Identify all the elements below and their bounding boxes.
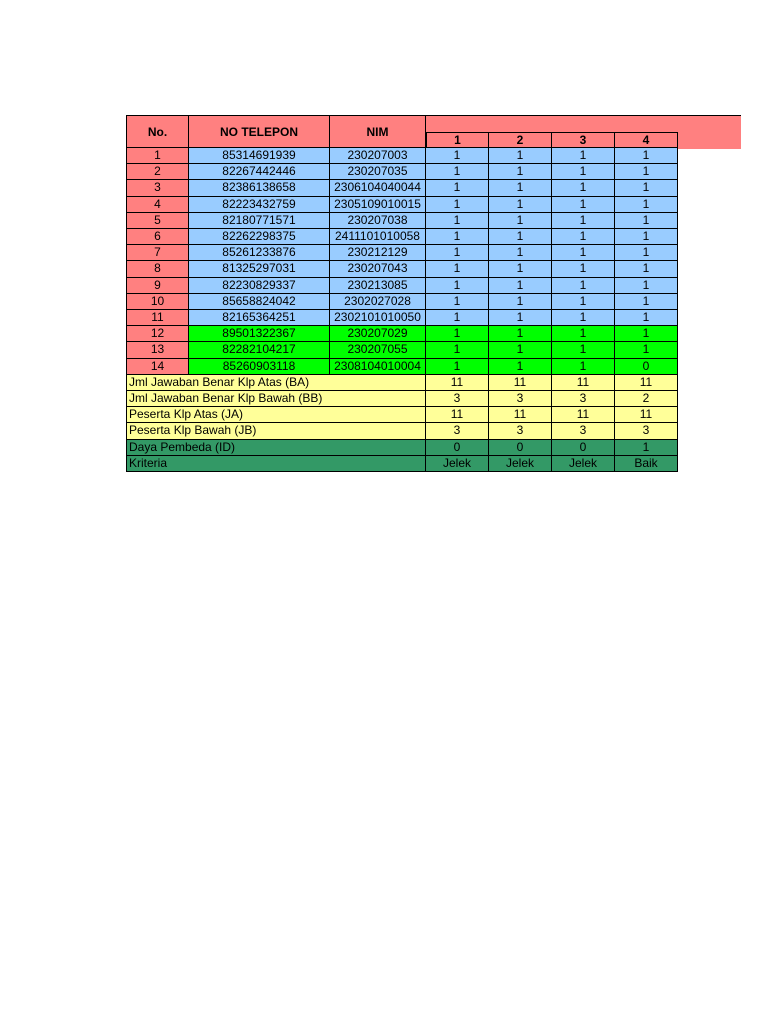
row-item-3: 1 (552, 359, 615, 375)
row-item-3: 1 (552, 148, 615, 164)
summary-item-3: 3 (552, 423, 615, 439)
row-item-1: 1 (426, 278, 489, 294)
row-no: 6 (126, 229, 189, 245)
row-item-4: 1 (615, 245, 678, 261)
row-nim: 230207038 (330, 213, 426, 229)
row-item-4: 1 (615, 197, 678, 213)
row-phone: 82165364251 (189, 310, 330, 326)
row-item-2: 1 (489, 229, 552, 245)
summary-item-4: 11 (615, 375, 678, 391)
row-item-4: 1 (615, 180, 678, 196)
row-item-3: 1 (552, 261, 615, 277)
summary-item-3: 3 (552, 391, 615, 407)
header-item-1: 1 (426, 132, 489, 148)
row-no: 13 (126, 342, 189, 358)
row-no: 8 (126, 261, 189, 277)
row-item-4: 1 (615, 148, 678, 164)
row-item-1: 1 (426, 164, 489, 180)
row-item-1: 1 (426, 245, 489, 261)
row-item-2: 1 (489, 326, 552, 342)
row-item-2: 1 (489, 359, 552, 375)
row-nim: 2302027028 (330, 294, 426, 310)
row-item-1: 1 (426, 148, 489, 164)
row-phone: 82282104217 (189, 342, 330, 358)
row-item-1: 1 (426, 261, 489, 277)
row-nim: 230207035 (330, 164, 426, 180)
row-item-2: 1 (489, 294, 552, 310)
summary-label: Daya Pembeda (ID) (126, 440, 426, 456)
summary-item-2: 0 (489, 440, 552, 456)
row-nim: 230207003 (330, 148, 426, 164)
summary-item-2: 3 (489, 423, 552, 439)
summary-label: Peserta Klp Atas (JA) (126, 407, 426, 423)
header-no: No. (126, 115, 189, 148)
row-item-2: 1 (489, 197, 552, 213)
row-nim: 2306104040044 (330, 180, 426, 196)
header-item-3: 3 (552, 132, 615, 148)
row-item-1: 1 (426, 359, 489, 375)
row-no: 7 (126, 245, 189, 261)
row-item-3: 1 (552, 229, 615, 245)
row-item-2: 1 (489, 245, 552, 261)
row-item-3: 1 (552, 180, 615, 196)
row-item-1: 1 (426, 294, 489, 310)
row-item-4: 1 (615, 213, 678, 229)
row-phone: 82267442446 (189, 164, 330, 180)
summary-item-1: Jelek (426, 456, 489, 472)
summary-item-4: 1 (615, 440, 678, 456)
row-nim: 230207055 (330, 342, 426, 358)
summary-item-1: 11 (426, 407, 489, 423)
row-item-3: 1 (552, 213, 615, 229)
row-item-3: 1 (552, 310, 615, 326)
row-phone: 85314691939 (189, 148, 330, 164)
row-item-3: 1 (552, 326, 615, 342)
row-no: 4 (126, 197, 189, 213)
row-item-1: 1 (426, 342, 489, 358)
row-item-4: 1 (615, 326, 678, 342)
row-item-2: 1 (489, 310, 552, 326)
row-item-2: 1 (489, 180, 552, 196)
row-nim: 230213085 (330, 278, 426, 294)
row-item-4: 0 (615, 359, 678, 375)
summary-item-2: 11 (489, 375, 552, 391)
row-item-1: 1 (426, 197, 489, 213)
summary-item-1: 0 (426, 440, 489, 456)
row-phone: 85261233876 (189, 245, 330, 261)
row-item-1: 1 (426, 310, 489, 326)
row-no: 11 (126, 310, 189, 326)
summary-item-3: 11 (552, 375, 615, 391)
row-no: 12 (126, 326, 189, 342)
row-item-3: 1 (552, 342, 615, 358)
summary-item-4: 2 (615, 391, 678, 407)
row-item-2: 1 (489, 342, 552, 358)
summary-item-2: 3 (489, 391, 552, 407)
row-item-1: 1 (426, 229, 489, 245)
row-phone: 85260903118 (189, 359, 330, 375)
row-no: 1 (126, 148, 189, 164)
row-phone: 82180771571 (189, 213, 330, 229)
row-item-1: 1 (426, 180, 489, 196)
row-nim: 230212129 (330, 245, 426, 261)
row-item-4: 1 (615, 278, 678, 294)
header-item-4: 4 (615, 132, 678, 148)
summary-item-3: Jelek (552, 456, 615, 472)
row-item-1: 1 (426, 326, 489, 342)
row-no: 2 (126, 164, 189, 180)
summary-label: Kriteria (126, 456, 426, 472)
row-item-1: 1 (426, 213, 489, 229)
row-no: 14 (126, 359, 189, 375)
summary-item-1: 3 (426, 423, 489, 439)
row-item-3: 1 (552, 164, 615, 180)
row-item-3: 1 (552, 197, 615, 213)
summary-label: Peserta Klp Bawah (JB) (126, 423, 426, 439)
summary-item-3: 11 (552, 407, 615, 423)
row-item-4: 1 (615, 261, 678, 277)
header-item-2: 2 (489, 132, 552, 148)
row-item-2: 1 (489, 213, 552, 229)
summary-item-2: Jelek (489, 456, 552, 472)
summary-item-4: 11 (615, 407, 678, 423)
row-item-3: 1 (552, 278, 615, 294)
row-item-4: 1 (615, 294, 678, 310)
row-no: 9 (126, 278, 189, 294)
summary-item-3: 0 (552, 440, 615, 456)
summary-item-4: Baik (615, 456, 678, 472)
summary-label: Jml Jawaban Benar Klp Bawah (BB) (126, 391, 426, 407)
row-nim: 230207029 (330, 326, 426, 342)
row-item-4: 1 (615, 310, 678, 326)
row-no: 3 (126, 180, 189, 196)
row-nim: 2302101010050 (330, 310, 426, 326)
header-phone: NO TELEPON (189, 115, 330, 148)
summary-item-4: 3 (615, 423, 678, 439)
header-nim: NIM (330, 115, 426, 148)
summary-item-1: 3 (426, 391, 489, 407)
row-phone: 82223432759 (189, 197, 330, 213)
row-phone: 82386138658 (189, 180, 330, 196)
row-nim: 2305109010015 (330, 197, 426, 213)
row-nim: 2411101010058 (330, 229, 426, 245)
summary-item-2: 11 (489, 407, 552, 423)
row-item-2: 1 (489, 164, 552, 180)
row-phone: 82262298375 (189, 229, 330, 245)
row-phone: 85658824042 (189, 294, 330, 310)
row-item-2: 1 (489, 261, 552, 277)
row-no: 10 (126, 294, 189, 310)
row-nim: 2308104010004 (330, 359, 426, 375)
summary-item-1: 11 (426, 375, 489, 391)
row-no: 5 (126, 213, 189, 229)
row-item-3: 1 (552, 294, 615, 310)
row-item-2: 1 (489, 148, 552, 164)
row-nim: 230207043 (330, 261, 426, 277)
summary-label: Jml Jawaban Benar Klp Atas (BA) (126, 375, 426, 391)
row-item-4: 1 (615, 164, 678, 180)
row-phone: 82230829337 (189, 278, 330, 294)
row-item-3: 1 (552, 245, 615, 261)
row-item-2: 1 (489, 278, 552, 294)
row-phone: 89501322367 (189, 326, 330, 342)
row-item-4: 1 (615, 229, 678, 245)
row-item-4: 1 (615, 342, 678, 358)
row-phone: 81325297031 (189, 261, 330, 277)
